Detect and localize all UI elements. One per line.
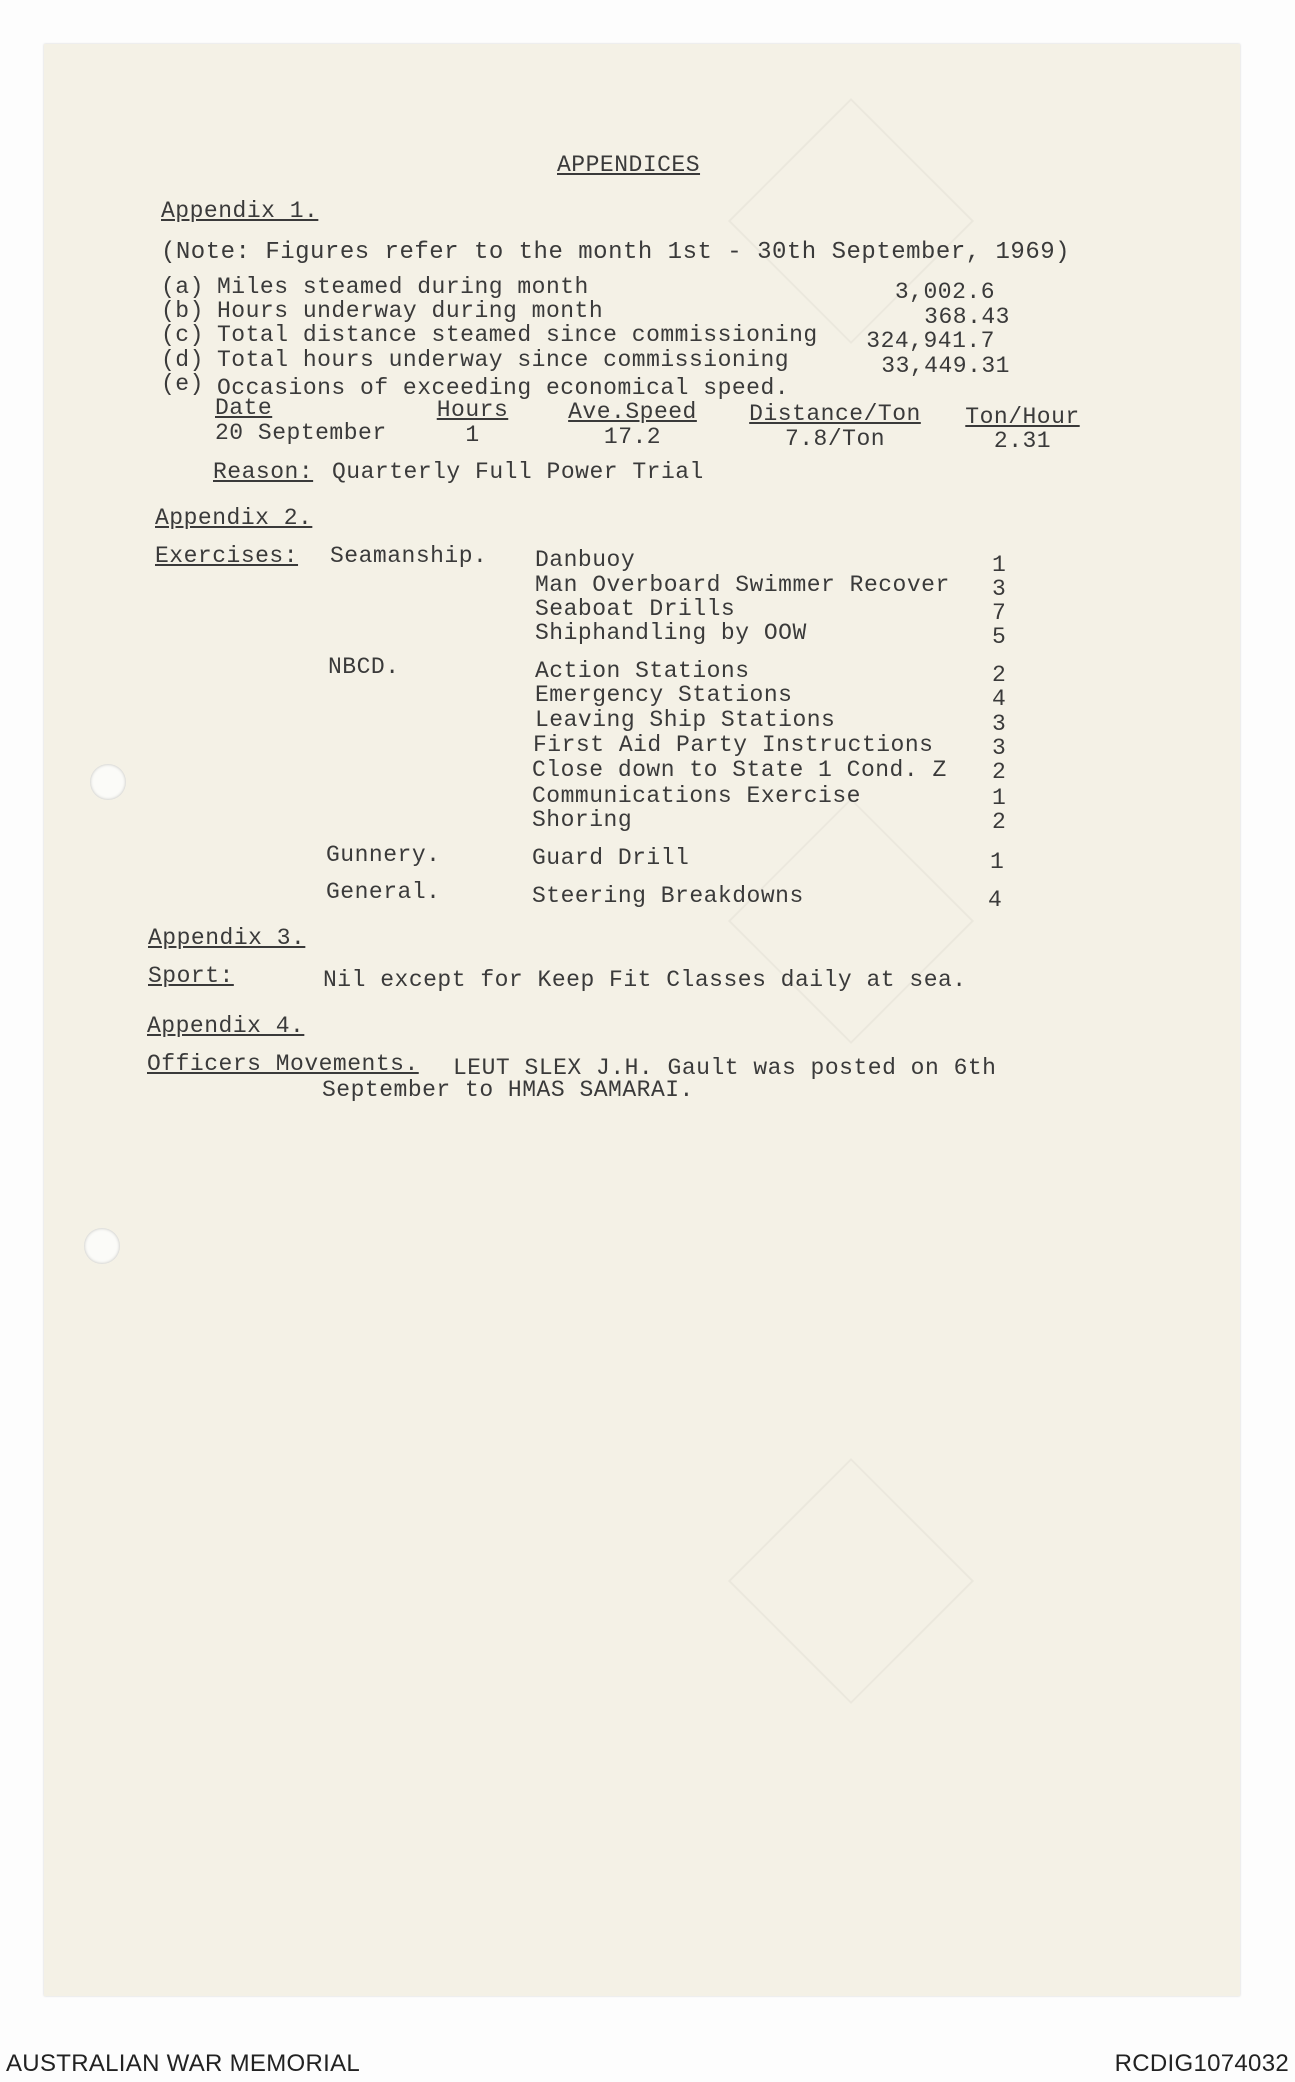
table-cell-distance: 7.8/Ton (784, 426, 886, 452)
exercise-count: 4 (992, 686, 1007, 712)
exercise-name: Communications Exercise (532, 783, 861, 809)
table-cell-date: 20 September (215, 420, 387, 446)
exercise-count: 2 (992, 662, 1007, 688)
sport-label: Sport: (148, 963, 234, 989)
table-header-tonhour: Ton/Hour (965, 404, 1080, 430)
exercise-name: Danbuoy (535, 547, 636, 573)
item-letter: (c) (161, 322, 204, 348)
item-value: 368.43 (924, 304, 1010, 330)
table-header-distance: Distance/Ton (749, 401, 921, 427)
appendix-1-note: (Note: Figures refer to the month 1st - 30th September, 1969) (161, 239, 1071, 266)
exercise-count: 4 (988, 887, 1003, 913)
category-label: Seamanship. (330, 543, 488, 569)
exercise-name: Shiphandling by OOW (535, 620, 807, 646)
table-cell-tonhour: 2.31 (993, 428, 1052, 454)
officers-movements-text-2: September to HMAS SAMARAI. (322, 1077, 694, 1103)
item-label: Total hours underway since commissioning (217, 347, 790, 373)
exercise-count: 3 (992, 711, 1007, 737)
exercise-count: 2 (992, 809, 1007, 835)
sport-text: Nil except for Keep Fit Classes daily at sea. (323, 967, 967, 993)
exercise-name: Action Stations (535, 658, 750, 684)
appendix-1-heading: Appendix 1. (161, 198, 319, 224)
exercise-name: First Aid Party Instructions (533, 732, 934, 758)
item-letter: (e) (161, 371, 204, 397)
exercise-count: 2 (992, 759, 1007, 785)
table-cell-hours: 1 (465, 422, 480, 448)
punch-hole (90, 764, 126, 800)
punch-hole (84, 1228, 120, 1264)
appendix-2-heading: Appendix 2. (155, 505, 313, 531)
exercise-count: 5 (992, 624, 1007, 650)
item-label: Hours underway during month (217, 298, 604, 324)
exercise-name: Steering Breakdowns (532, 883, 804, 909)
embossed-seal (728, 1458, 974, 1704)
category-label: Gunnery. (326, 842, 441, 868)
footer-archive-name: AUSTRALIAN WAR MEMORIAL (6, 2050, 361, 2077)
category-label: General. (326, 879, 441, 905)
exercise-count: 3 (992, 735, 1007, 761)
footer-record-id: RCDIG1074032 (1114, 2050, 1289, 2077)
item-letter: (b) (161, 298, 204, 324)
exercise-count: 7 (992, 600, 1007, 626)
officers-movements-label: Officers Movements. (147, 1051, 419, 1077)
table-header-date: Date (215, 395, 273, 421)
exercise-count: 1 (992, 785, 1007, 811)
embossed-seal (728, 798, 974, 1044)
exercise-name: Seaboat Drills (535, 596, 736, 622)
appendix-3-heading: Appendix 3. (148, 925, 306, 951)
category-label: NBCD. (328, 654, 400, 680)
exercise-name: Shoring (532, 807, 633, 833)
appendix-4-heading: Appendix 4. (147, 1013, 305, 1039)
reason-label: Reason: (213, 459, 314, 485)
reason-text: Quarterly Full Power Trial (332, 459, 704, 485)
page-title: APPENDICES (557, 152, 701, 178)
item-label: Miles steamed during month (217, 274, 589, 300)
item-label: Occasions of exceeding economical speed. (217, 375, 790, 401)
exercise-name: Guard Drill (532, 845, 690, 871)
exercise-name: Man Overboard Swimmer Recover (535, 572, 950, 598)
item-value: 3,002.6 (894, 279, 995, 305)
exercise-count: 3 (992, 576, 1007, 602)
item-label: Total distance steamed since commissioning (217, 322, 818, 348)
item-letter: (d) (161, 347, 204, 373)
exercise-name: Leaving Ship Stations (535, 707, 836, 733)
item-value: 33,449.31 (881, 353, 1010, 379)
exercise-count: 1 (990, 849, 1005, 875)
exercises-label: Exercises: (155, 543, 299, 569)
exercise-name: Emergency Stations (535, 682, 793, 708)
table-header-speed: Ave.Speed (568, 399, 697, 425)
exercise-name: Close down to State 1 Cond. Z (532, 757, 947, 783)
item-value: 324,941.7 (866, 328, 995, 354)
item-letter: (a) (161, 274, 204, 300)
exercise-count: 1 (992, 552, 1007, 578)
table-cell-speed: 17.2 (603, 424, 662, 450)
table-header-hours: Hours (436, 397, 509, 423)
officers-movements-text: LEUT SLEX J.H. Gault was posted on 6th (453, 1055, 997, 1081)
